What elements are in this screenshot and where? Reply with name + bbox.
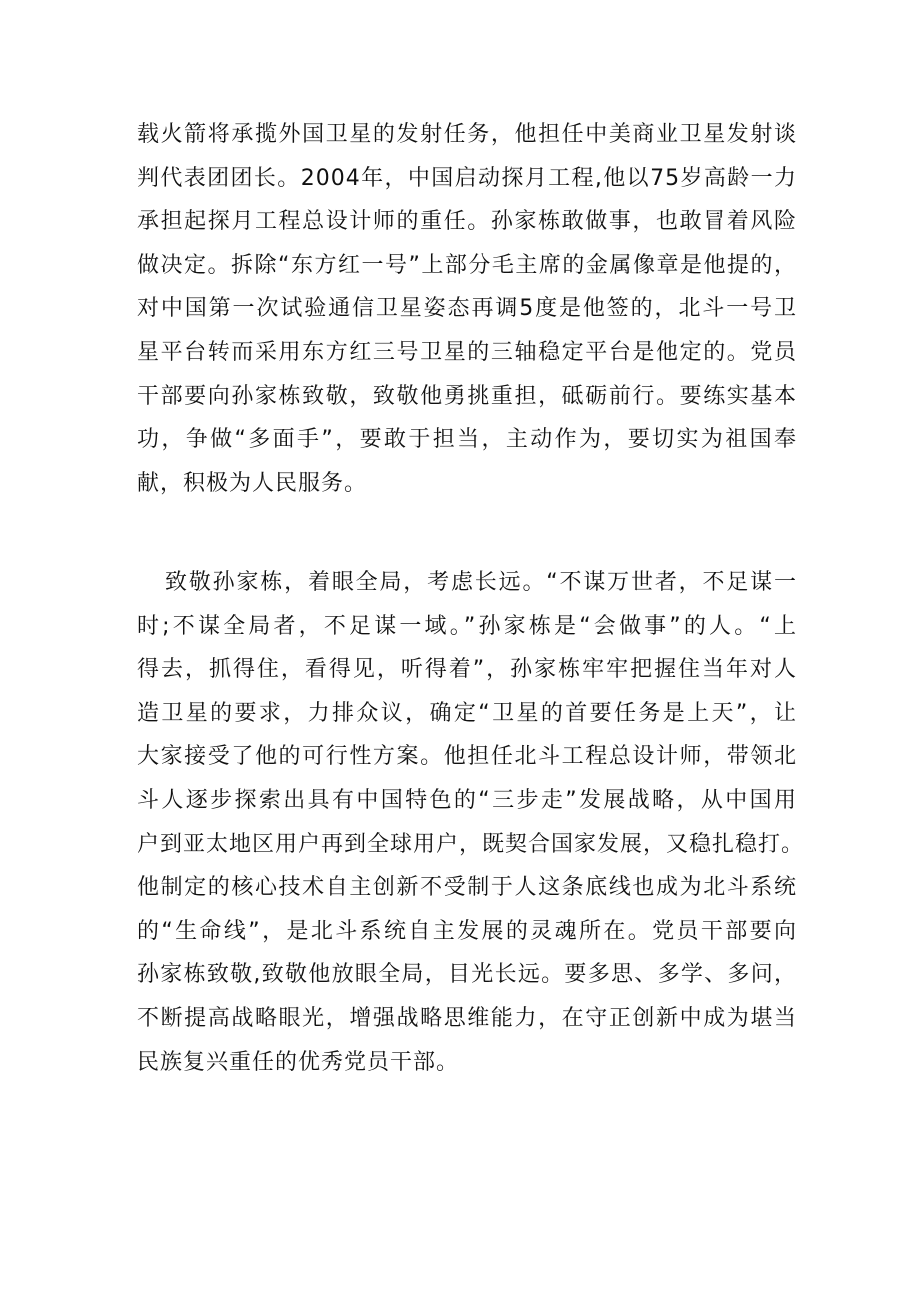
text-line: 孙家栋致敬,致敬他放眼全局，目光长远。要多思、多学、多问， (137, 962, 797, 988)
text-line: 判代表团团长。2004年，中国启动探月工程,他以75岁高龄一力 (137, 165, 797, 191)
text-line: 星平台转而采用东方红三号卫星的三轴稳定平台是他定的。党员 (137, 339, 797, 365)
text-line: 干部要向孙家栋致敬，致敬他勇挑重担，砥砺前行。要练实基本 (137, 383, 797, 409)
text-line: 时;不谋全局者，不足谋一域。”孙家栋是“会做事”的人。“上 (137, 613, 797, 639)
text-line: 致敬孙家栋，着眼全局，考虑长远。“不谋万世者，不足谋一 (165, 570, 797, 595)
text-line: 民族复兴重任的优秀党员干部。 (137, 1049, 460, 1075)
text-line: 不断提高战略眼光，增强战略思维能力，在守正创新中成为堪当 (137, 1005, 797, 1031)
text-line: 载火箭将承揽外国卫星的发射任务，他担任中美商业卫星发射谈 (137, 122, 797, 147)
text-line: 户到亚太地区用户再到全球用户，既契合国家发展，又稳扎稳打。 (137, 831, 805, 857)
text-line: 的“生命线”，是北斗系统自主发展的灵魂所在。党员干部要向 (137, 918, 797, 944)
paragraph-2 (137, 561, 805, 1084)
text-line: 他制定的核心技术自主创新不受制于人这条底线也成为北斗系统 (137, 875, 797, 901)
paragraph-1 (137, 113, 797, 505)
text-line: 做决定。拆除“东方红一号”上部分毛主席的金属像章是他提的， (137, 252, 797, 278)
text-line: 大家接受了他的可行性方案。他担任北斗工程总设计师，带领北 (137, 744, 797, 770)
text-line: 对中国第一次试验通信卫星姿态再调5度是他签的，北斗一号卫 (137, 296, 797, 322)
text-line: 献，积极为人民服务。 (137, 470, 368, 496)
text-line: 承担起探月工程总设计师的重任。孙家栋敢做事，也敢冒着风险 (137, 209, 797, 235)
text-line: 斗人逐步探索出具有中国特色的“三步走”发展战略，从中国用 (137, 787, 798, 813)
text-line: 得去，抓得住，看得见，听得着”，孙家栋牢牢把握住当年对人 (137, 657, 797, 683)
text-line: 功，争做“多面手”，要敢于担当，主动作为，要切实为祖国奉 (137, 427, 797, 453)
text-line: 造卫星的要求，力排众议，确定“卫星的首要任务是上天”，让 (137, 700, 797, 726)
